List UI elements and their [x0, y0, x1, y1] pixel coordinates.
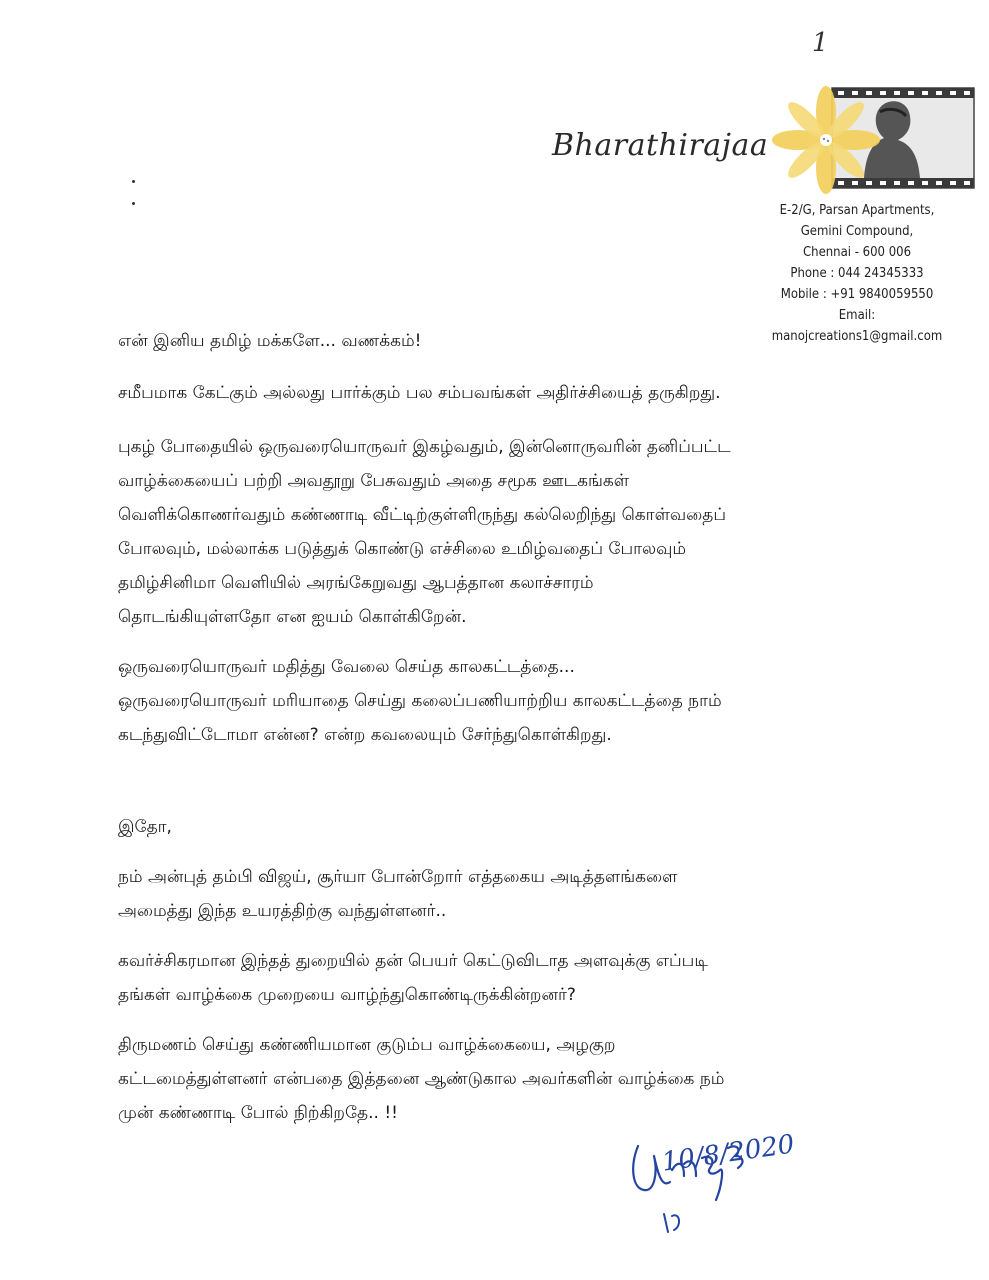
text-line: தமிழ்சினிமா வெளியில் அரங்கேறுவது ஆபத்தான கலாச்சாரம்: [118, 573, 594, 593]
phone-line: Phone : 044 24345333: [790, 266, 924, 281]
text-line: கடந்துவிட்டோமா என்ன? என்ற கவலையும் சேர்ந்துகொள்கிறது.: [118, 725, 612, 745]
text-line: போலவும், மல்லாக்க படுத்துக் கொண்டு எச்சிலை உமிழ்வதைப் போலவும்: [118, 539, 687, 559]
text-line: கவர்ச்சிகரமான இந்தத் துறையில் தன் பெயர் கெட்டுவிடாத அளவுக்கு எப்படி: [118, 951, 708, 971]
mobile-line: Mobile : +91 9840059550: [780, 287, 934, 302]
text-line: தங்கள் வாழ்க்கை முறையை வாழ்ந்துகொண்டிருக்கின்றனர்?: [118, 985, 576, 1005]
text-line: சமீபமாக கேட்கும் அல்லது பார்க்கும் பல சம்பவங்கள் அதிர்ச்சியைத் தருகிறது.: [118, 383, 721, 403]
paragraph: [118, 650, 858, 752]
address-line: Chennai - 600 006: [802, 245, 912, 260]
text-line: ஒருவரையொருவர் மரியாதை செய்து கலைப்பணியாற்றிய காலகட்டத்தை நாம்: [118, 691, 722, 711]
text-line: புகழ் போதையில் ஒருவரையொருவர் இகழ்வதும், இன்னொருவரின் தனிப்பட்ட: [118, 437, 731, 457]
text-line: இதோ,: [118, 817, 172, 837]
letterhead-name: Bharathirajaa: [552, 128, 769, 163]
text-line: என் இனிய தமிழ் மக்களே... வணக்கம்!: [118, 331, 422, 351]
text-line: வெளிக்கொணர்வதும் கண்ணாடி வீட்டிற்குள்ளிருந்து கல்லெறிந்து கொள்வதைப்: [118, 505, 726, 525]
text-line: நம் அன்புத் தம்பி விஜய், சூர்யா போன்றோர் எத்தகைய அடித்தளங்களை: [118, 867, 678, 887]
letterhead-logo: [768, 82, 978, 194]
address-line: E-2/G, Parsan Apartments,: [779, 203, 935, 218]
speck: [132, 202, 135, 205]
text-line: அமைத்து இந்த உயரத்திற்கு வந்துள்ளனர்..: [118, 901, 447, 921]
email-address: manojcreations1@gmail.com: [771, 329, 943, 344]
address-line: Gemini Compound,: [800, 224, 914, 239]
signature-date: 10/8/2020: [660, 1129, 797, 1178]
greeting-paragraph: [118, 324, 858, 358]
text-line: தொடங்கியுள்ளதோ என ஐயம் கொள்கிறேன்.: [118, 607, 467, 627]
paragraph: [118, 376, 858, 410]
paragraph: [118, 430, 858, 634]
text-line: முன் கண்ணாடி போல் நிற்கிறதே.. !!: [118, 1103, 398, 1123]
text-line: ஒருவரையொருவர் மதித்து வேலை செய்த காலகட்டத்தை...: [118, 657, 575, 677]
page-number: 1: [812, 28, 829, 58]
text-line: வாழ்க்கையைப் பற்றி அவதூறு பேசுவதும் அதை சமூக ஊடகங்கள்: [118, 471, 630, 491]
text-line: கட்டமைத்துள்ளனர் என்பதை இத்தனை ஆண்டுகால அவர்களின் வாழ்க்கை நம்: [118, 1069, 725, 1089]
paragraph: [118, 860, 858, 928]
paragraph: [118, 1028, 858, 1130]
paragraph: [118, 810, 858, 844]
speck: [132, 180, 135, 183]
text-line: திருமணம் செய்து கண்ணியமான குடும்ப வாழ்க்கையை, அழகுற: [118, 1035, 616, 1055]
letter-body: [118, 324, 858, 1130]
paragraph: [118, 944, 858, 1012]
email-label: Email:: [838, 308, 876, 323]
